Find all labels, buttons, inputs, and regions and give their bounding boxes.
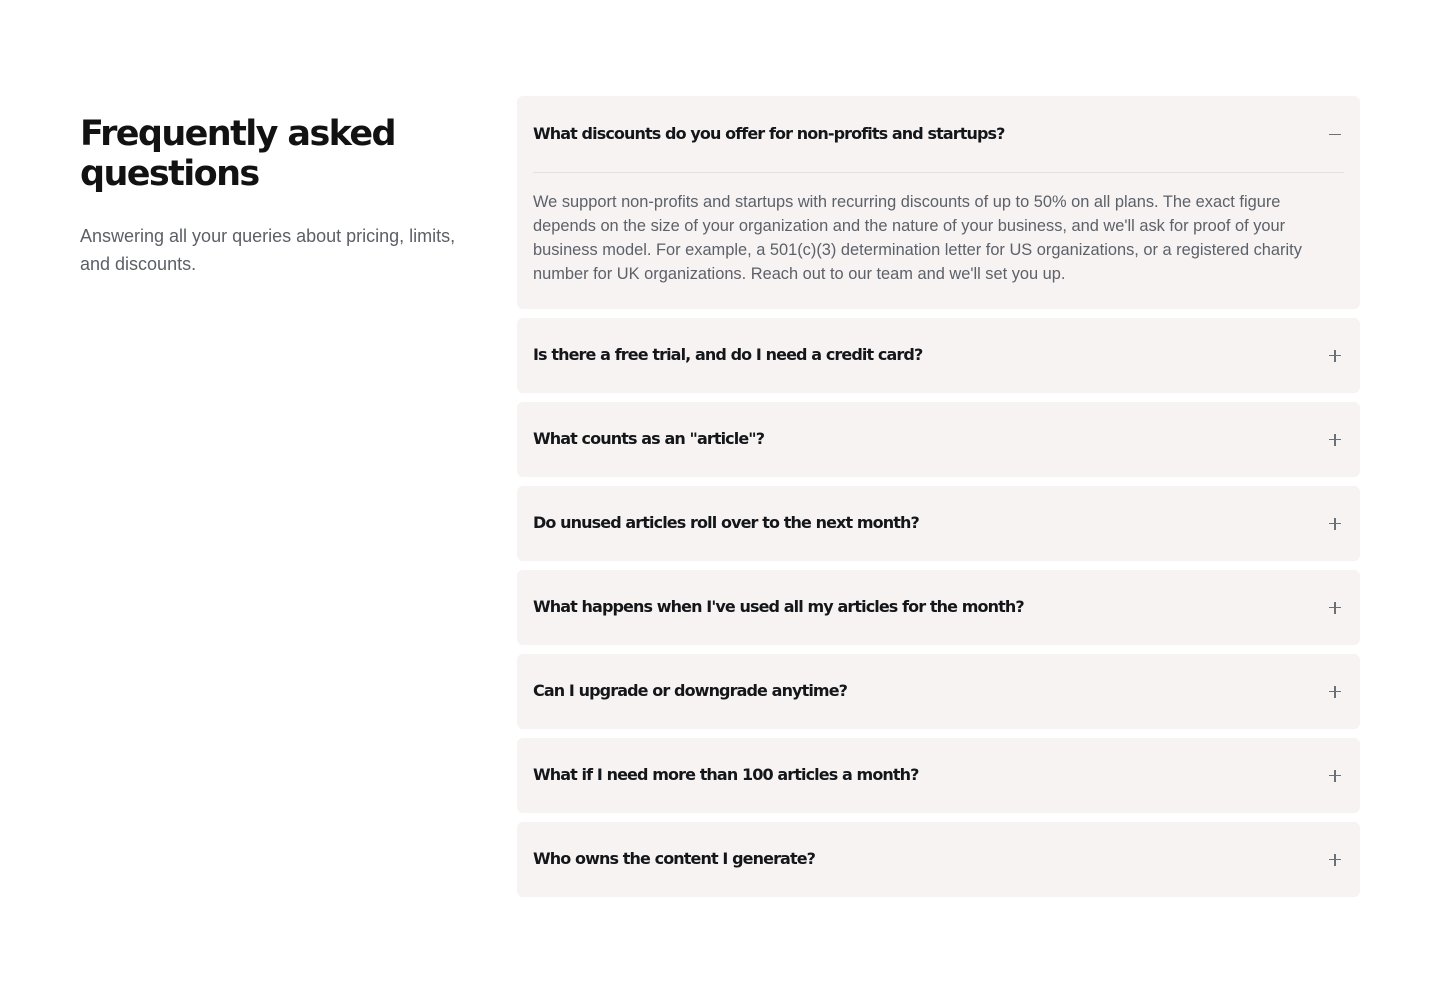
faq-question: What if I need more than 100 articles a month? — [533, 765, 919, 784]
plus-icon[interactable] — [1328, 517, 1342, 531]
faq-item-header[interactable] — [517, 318, 1360, 393]
plus-icon[interactable] — [1328, 433, 1342, 447]
faq-item — [517, 654, 1360, 729]
plus-icon[interactable] — [1328, 349, 1342, 363]
faq-item — [517, 738, 1360, 813]
faq-question: Is there a free trial, and do I need a credit card? — [533, 345, 923, 364]
page-subtitle: Answering all your queries about pricing, limits, and discounts. — [80, 226, 456, 274]
faq-item-header[interactable] — [517, 822, 1360, 897]
faq-question: Who owns the content I generate? — [533, 849, 816, 868]
plus-icon[interactable] — [1328, 853, 1342, 867]
faq-item — [517, 318, 1360, 393]
faq-item-header[interactable] — [517, 570, 1360, 645]
faq-item — [517, 570, 1360, 645]
minus-icon[interactable] — [1328, 127, 1342, 141]
page-title-line2: questions — [80, 154, 259, 194]
faq-question: What counts as an "article"? — [533, 429, 765, 448]
faq-item-header[interactable] — [517, 654, 1360, 729]
plus-icon[interactable] — [1328, 769, 1342, 783]
faq-item-header[interactable] — [517, 486, 1360, 561]
plus-icon[interactable] — [1328, 685, 1342, 699]
faq-item — [517, 96, 1360, 309]
faq-intro — [80, 114, 490, 278]
page-title — [80, 114, 490, 194]
faq-answer: We support non-profits and startups with recurring discounts of up to 50% on all plans. The exact figure depends on the size of your organization and the nature of your business, and we'll ask for proof of your business model. For example, a 501(c)(3) determination letter for US organizations, or a registered charity number for UK organizations. Reach out to our team and we'll set you up. — [533, 193, 1302, 283]
faq-question: Can I upgrade or downgrade anytime? — [533, 681, 848, 700]
faq-item — [517, 486, 1360, 561]
faq-item — [517, 822, 1360, 897]
faq-item-header[interactable] — [517, 402, 1360, 477]
faq-question: What discounts do you offer for non-profits and startups? — [533, 123, 1005, 143]
faq-item-header[interactable] — [517, 738, 1360, 813]
page-title-line1: Frequently asked — [80, 114, 396, 154]
plus-icon[interactable] — [1328, 601, 1342, 615]
faq-item — [517, 402, 1360, 477]
faq-item-header[interactable] — [517, 96, 1360, 172]
faq-question: Do unused articles roll over to the next month? — [533, 513, 919, 532]
faq-question: What happens when I've used all my articles for the month? — [533, 597, 1024, 616]
faq-accordion — [517, 96, 1360, 906]
